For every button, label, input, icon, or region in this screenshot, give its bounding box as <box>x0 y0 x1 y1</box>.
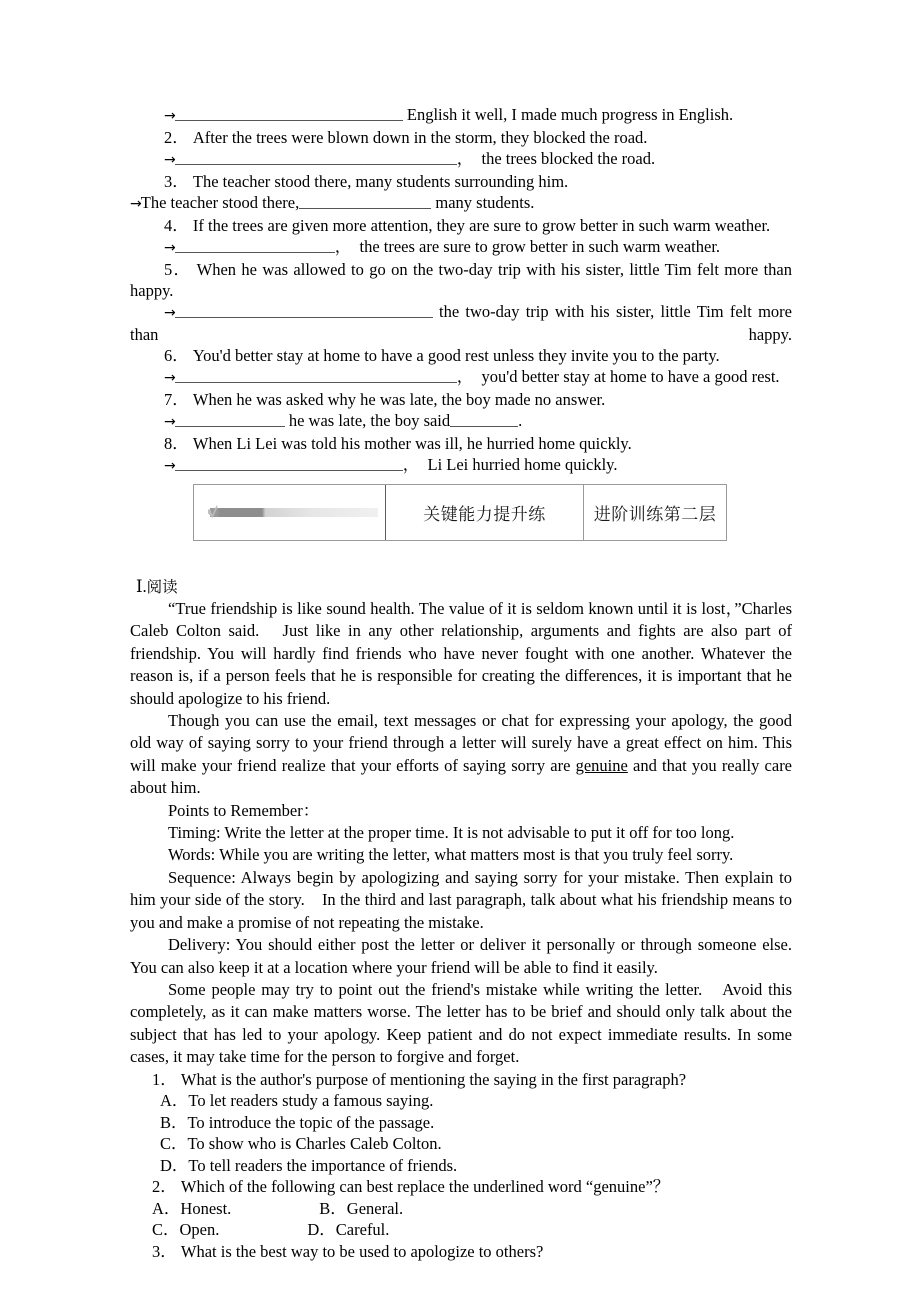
answer-blank[interactable] <box>175 302 433 318</box>
exercise-answer-line-3 <box>130 192 792 215</box>
exercise-prompt-8 <box>130 433 792 454</box>
passage-paragraph-1: “True friendship is like sound health. The value of it is seldom known until it is lost，”Charles Caleb Colton said. Just like in any other relationship, arguments and fights are also part of friendship. You will hardly find friends who have never fought with one another. Whatever the reason is, if a person feels that he is responsible for creating the differences, it is important that he should apologize to his friend. <box>130 599 792 708</box>
question-3-number: 3． <box>152 1241 177 1261</box>
exercise-answer-line-1 <box>130 104 792 127</box>
answer-tail-4: ， the trees are sure to grow better in such warm weather. <box>334 237 721 256</box>
question-2-option-d[interactable]: D．Careful. <box>307 1220 390 1240</box>
item-number-4: 4． <box>164 216 189 235</box>
question-1-number: 1． <box>152 1069 177 1089</box>
exercise-prompt-6 <box>130 345 792 366</box>
arrow-icon: → <box>164 414 175 430</box>
banner-level: 进阶训练第二层 <box>593 505 717 525</box>
exercise-prompt-4 <box>130 215 792 236</box>
question-2-options-row-2 <box>130 1219 792 1241</box>
item-text-5: When he was allowed to go on the two-day trip with his sister, little Tim felt more than happy. <box>130 260 793 300</box>
answer-tail-5: the two-day trip with his sister, little Tim felt more than happy. <box>130 302 792 344</box>
point-words: Words: While you are writing the letter, what matters most is that you truly feel sorry. <box>168 845 734 865</box>
item-text-2: After the trees were blown down in the storm, they blocked the road. <box>192 128 648 147</box>
banner-title-cell <box>386 485 584 540</box>
item-text-4: If the trees are given more attention, they are sure to grow better in such warm weather. <box>192 216 771 235</box>
question-1-option-b[interactable]: B．To introduce the topic of the passage. <box>160 1112 435 1132</box>
question-1 <box>130 1069 792 1091</box>
answer-blank[interactable] <box>299 193 431 209</box>
answer-blank[interactable] <box>175 367 457 383</box>
question-2-number: 2． <box>152 1177 177 1197</box>
arrow-icon: → <box>164 240 175 256</box>
answer-tail-6: ， you'd better stay at home to have a good rest. <box>456 367 780 386</box>
item-number-2: 2． <box>164 128 189 147</box>
exercise-answer-line-6 <box>130 366 792 389</box>
exercise-answer-line-8 <box>130 454 792 477</box>
answer-blank[interactable] <box>450 411 518 427</box>
arrow-icon: → <box>164 370 175 386</box>
answer-blank[interactable] <box>175 105 403 121</box>
section-heading <box>136 576 792 598</box>
point-delivery: Delivery: You should either post the letter or deliver it personally or through someone else. You can also keep it at a location where your friend will be able to find it easily. <box>130 935 792 977</box>
exercise-answer-line-7 <box>130 410 792 433</box>
banner-level-cell <box>584 485 726 540</box>
passage-paragraph-2 <box>130 710 792 800</box>
item-number-3: 3． <box>164 172 189 191</box>
points-to-remember-heading: Points to Remember： <box>168 800 320 820</box>
answer-blank[interactable] <box>175 149 457 165</box>
question-1-text: What is the author's purpose of mentioning the saying in the first paragraph? <box>180 1069 687 1089</box>
answer-blank[interactable] <box>175 411 285 427</box>
question-3-text: What is the best way to be used to apologize to others? <box>180 1241 544 1261</box>
exercise-prompt-5 <box>130 259 792 301</box>
section-banner <box>193 484 727 541</box>
arrow-icon: → <box>164 108 175 124</box>
section-title-text: 阅读 <box>146 578 178 596</box>
passage-p2-pre: Though you can use the email, text messages or chat for expressing your apology, the good old way of saying sorry to your friend through a letter will surely have a great effect on him. This will make your friend realize that your efforts of saying sorry are <box>130 711 792 775</box>
passage-paragraph-final: Some people may try to point out the friend's mistake while writing the letter. Avoid this completely, as it can make matters worse. The letter has to be brief and should only talk about the subject that has led to your apology. Keep patient and do not expect immediate results. In some cases, it may take time for the person to forgive and forget. <box>130 979 792 1067</box>
answer-tail-1: English it well, I made much progress in English. <box>406 105 734 124</box>
answer-tail-3: many students. <box>435 193 535 212</box>
question-2-text: Which of the following can best replace the underlined word “genuine”？ <box>180 1177 670 1197</box>
answer-mid-7: he was late, the boy said <box>288 411 451 430</box>
answer-tail-2: ， the trees blocked the road. <box>456 149 656 168</box>
item-text-8: When Li Lei was told his mother was ill, he hurried home quickly. <box>192 434 632 453</box>
question-1-option-a[interactable]: A．To let readers study a famous saying. <box>160 1091 434 1111</box>
question-2-options-row-1 <box>130 1198 792 1220</box>
point-sequence: Sequence: Always begin by apologizing and saying sorry for your mistake. Then explain to him your side of the story. In the third and last paragraph, talk about what his friendship means to you and make a promise of not repeating the mistake. <box>130 867 792 932</box>
item-text-3: The teacher stood there, many students surrounding him. <box>192 172 569 191</box>
question-2-option-c[interactable]: C．Open. <box>152 1220 220 1240</box>
question-1-option-d[interactable]: D．To tell readers the importance of friends. <box>160 1155 458 1175</box>
answer-end-7: . <box>518 411 523 430</box>
item-number-8: 8． <box>164 434 189 453</box>
passage-p2-post: and that you really care about him. <box>130 755 793 798</box>
exercise-block <box>130 104 792 477</box>
exercise-prompt-7 <box>130 389 792 410</box>
arrow-icon: → <box>164 305 175 321</box>
item-number-7: 7． <box>164 390 189 409</box>
banner-decoration-cell <box>194 485 386 540</box>
exercise-prompt-3 <box>130 171 792 192</box>
arrow-icon: → <box>130 196 141 212</box>
arrow-icon: → <box>164 458 175 474</box>
question-2-option-a[interactable]: A．Honest. <box>152 1198 232 1218</box>
exercise-prompt-2 <box>130 127 792 148</box>
banner-title: 关键能力提升练 <box>423 505 546 525</box>
answer-blank[interactable] <box>175 237 335 253</box>
answer-blank[interactable] <box>175 455 403 471</box>
answer-tail-8: ， Li Lei hurried home quickly. <box>402 455 618 474</box>
section-roman-numeral: Ⅰ <box>136 577 143 596</box>
item-number-6: 6． <box>164 346 189 365</box>
check-gradient-bar-icon <box>210 508 378 517</box>
underlined-word-genuine: genuine <box>575 755 628 775</box>
answer-head-3: The teacher stood there, <box>140 193 300 212</box>
exercise-answer-line-4 <box>130 236 792 259</box>
exercise-answer-line-5 <box>130 301 792 345</box>
question-1-option-c[interactable]: C．To show who is Charles Caleb Colton. <box>160 1134 442 1154</box>
question-2 <box>130 1176 792 1198</box>
item-text-6: You'd better stay at home to have a good rest unless they invite you to the party. <box>192 346 720 365</box>
exercise-answer-line-2 <box>130 148 792 171</box>
point-timing: Timing: Write the letter at the proper time. It is not advisable to put it off for too long. <box>168 823 735 843</box>
reading-section <box>130 576 792 1262</box>
item-text-7: When he was asked why he was late, the boy made no answer. <box>192 390 606 409</box>
item-number-5: 5． <box>164 260 192 279</box>
arrow-icon: → <box>164 152 175 168</box>
section-dot: . <box>142 577 147 596</box>
question-2-option-b[interactable]: B．General. <box>319 1198 404 1218</box>
question-3 <box>130 1241 792 1263</box>
